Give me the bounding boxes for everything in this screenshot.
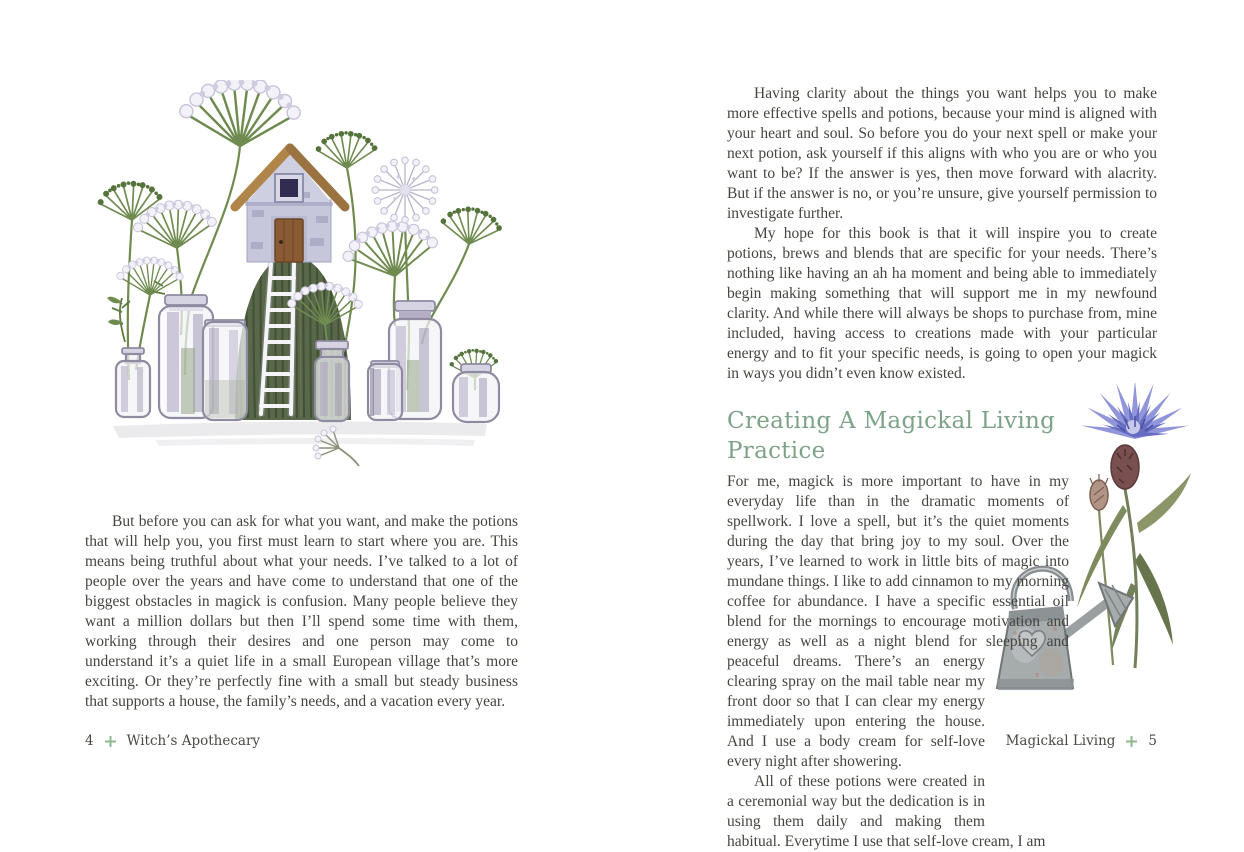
paragraph-text: For me, magick is more important to have in my everyday life than in the dramatic moments of spellwork. I love a spell, but it’s the quiet moments during the day that bring joy to my soul. Over the years, I’ve learned to work in little bits of magic into mundane things. I like to add cinnamon to my morning coffee for abundance. I have a specific essential oil blend for the mornings to encourage motivation and energy as well as a night blend for sleeping and peaceful dreams. There’s an energy clearing spray on the mail table near my front door so that I can clear my energy immediately upon entering the house. And I use a body cream for self-love every night after showering. xyxy=(727,473,1069,770)
paragraph-text: My hope for this book is that it will inspire you to create potions, brews and blends that are specific for your needs. There’s nothing like having an ah ha moment and being able to immediately begin making something that will support me in my newfound clarity. And while there will always be shops to purchase from, mine included, having access to creations made with your particular energy and to fit your specific needs, is going to open your magick in ways you didn’t even know existed. xyxy=(727,225,1157,382)
house xyxy=(235,148,345,262)
right-page-paragraph-1 xyxy=(727,84,1157,224)
page-number: 5 xyxy=(1148,733,1157,749)
plus-icon xyxy=(105,736,116,747)
page-number: 4 xyxy=(85,733,94,749)
footer-book-title: Witch’s Apothecary xyxy=(126,733,261,749)
paragraph-text: Having clarity about the things you want helps you to make more effective spells and potions, because your mind is aligned with your heart and soul. So before you do your next spell or make your next potion, ask yourself if this aligns with who you are or who you want to be? If the answer is yes, then move forward with alacrity. But if the answer is no, or you’re unsure, give yourself permission to investigate further. xyxy=(727,85,1157,222)
plus-icon xyxy=(1126,736,1137,747)
left-page-footer xyxy=(85,733,260,749)
left-page-text-column xyxy=(85,512,518,712)
footer-chapter-title: Magickal Living xyxy=(1005,733,1116,749)
right-page-paragraph-3 xyxy=(727,472,1157,772)
section-heading: Creating A Magickal Living Practice xyxy=(727,408,1056,464)
right-page-footer xyxy=(727,733,1157,749)
right-page-paragraph-2 xyxy=(727,224,1157,384)
text-wrap-spacer xyxy=(1069,472,1157,652)
paragraph-text: But before you can ask for what you want, and make the potions that will help you, you first must learn to start where you are. This means being truthful about what your needs. I’ve talked to a lot of people over the years and have come to understand that one of the biggest obstacles in magick is confusion. Many people believe they want a million dollars but then I’ll spend some time with them, working through their desires and one person may come to understand it’s a quiet life in a small European village that’s more exciting. Or they’re perfectly fine with a small but steady business that supports a house, the family’s needs, and a vacation every year. xyxy=(85,513,518,710)
left-page-paragraph xyxy=(85,512,518,712)
house-jars-wildflowers-illustration xyxy=(95,80,535,498)
paragraph-text: All of these potions were created in a ceremonial way but the dedication is in using them daily and making them habitual. Everytime I use that self-love cream, I am xyxy=(727,773,1046,850)
